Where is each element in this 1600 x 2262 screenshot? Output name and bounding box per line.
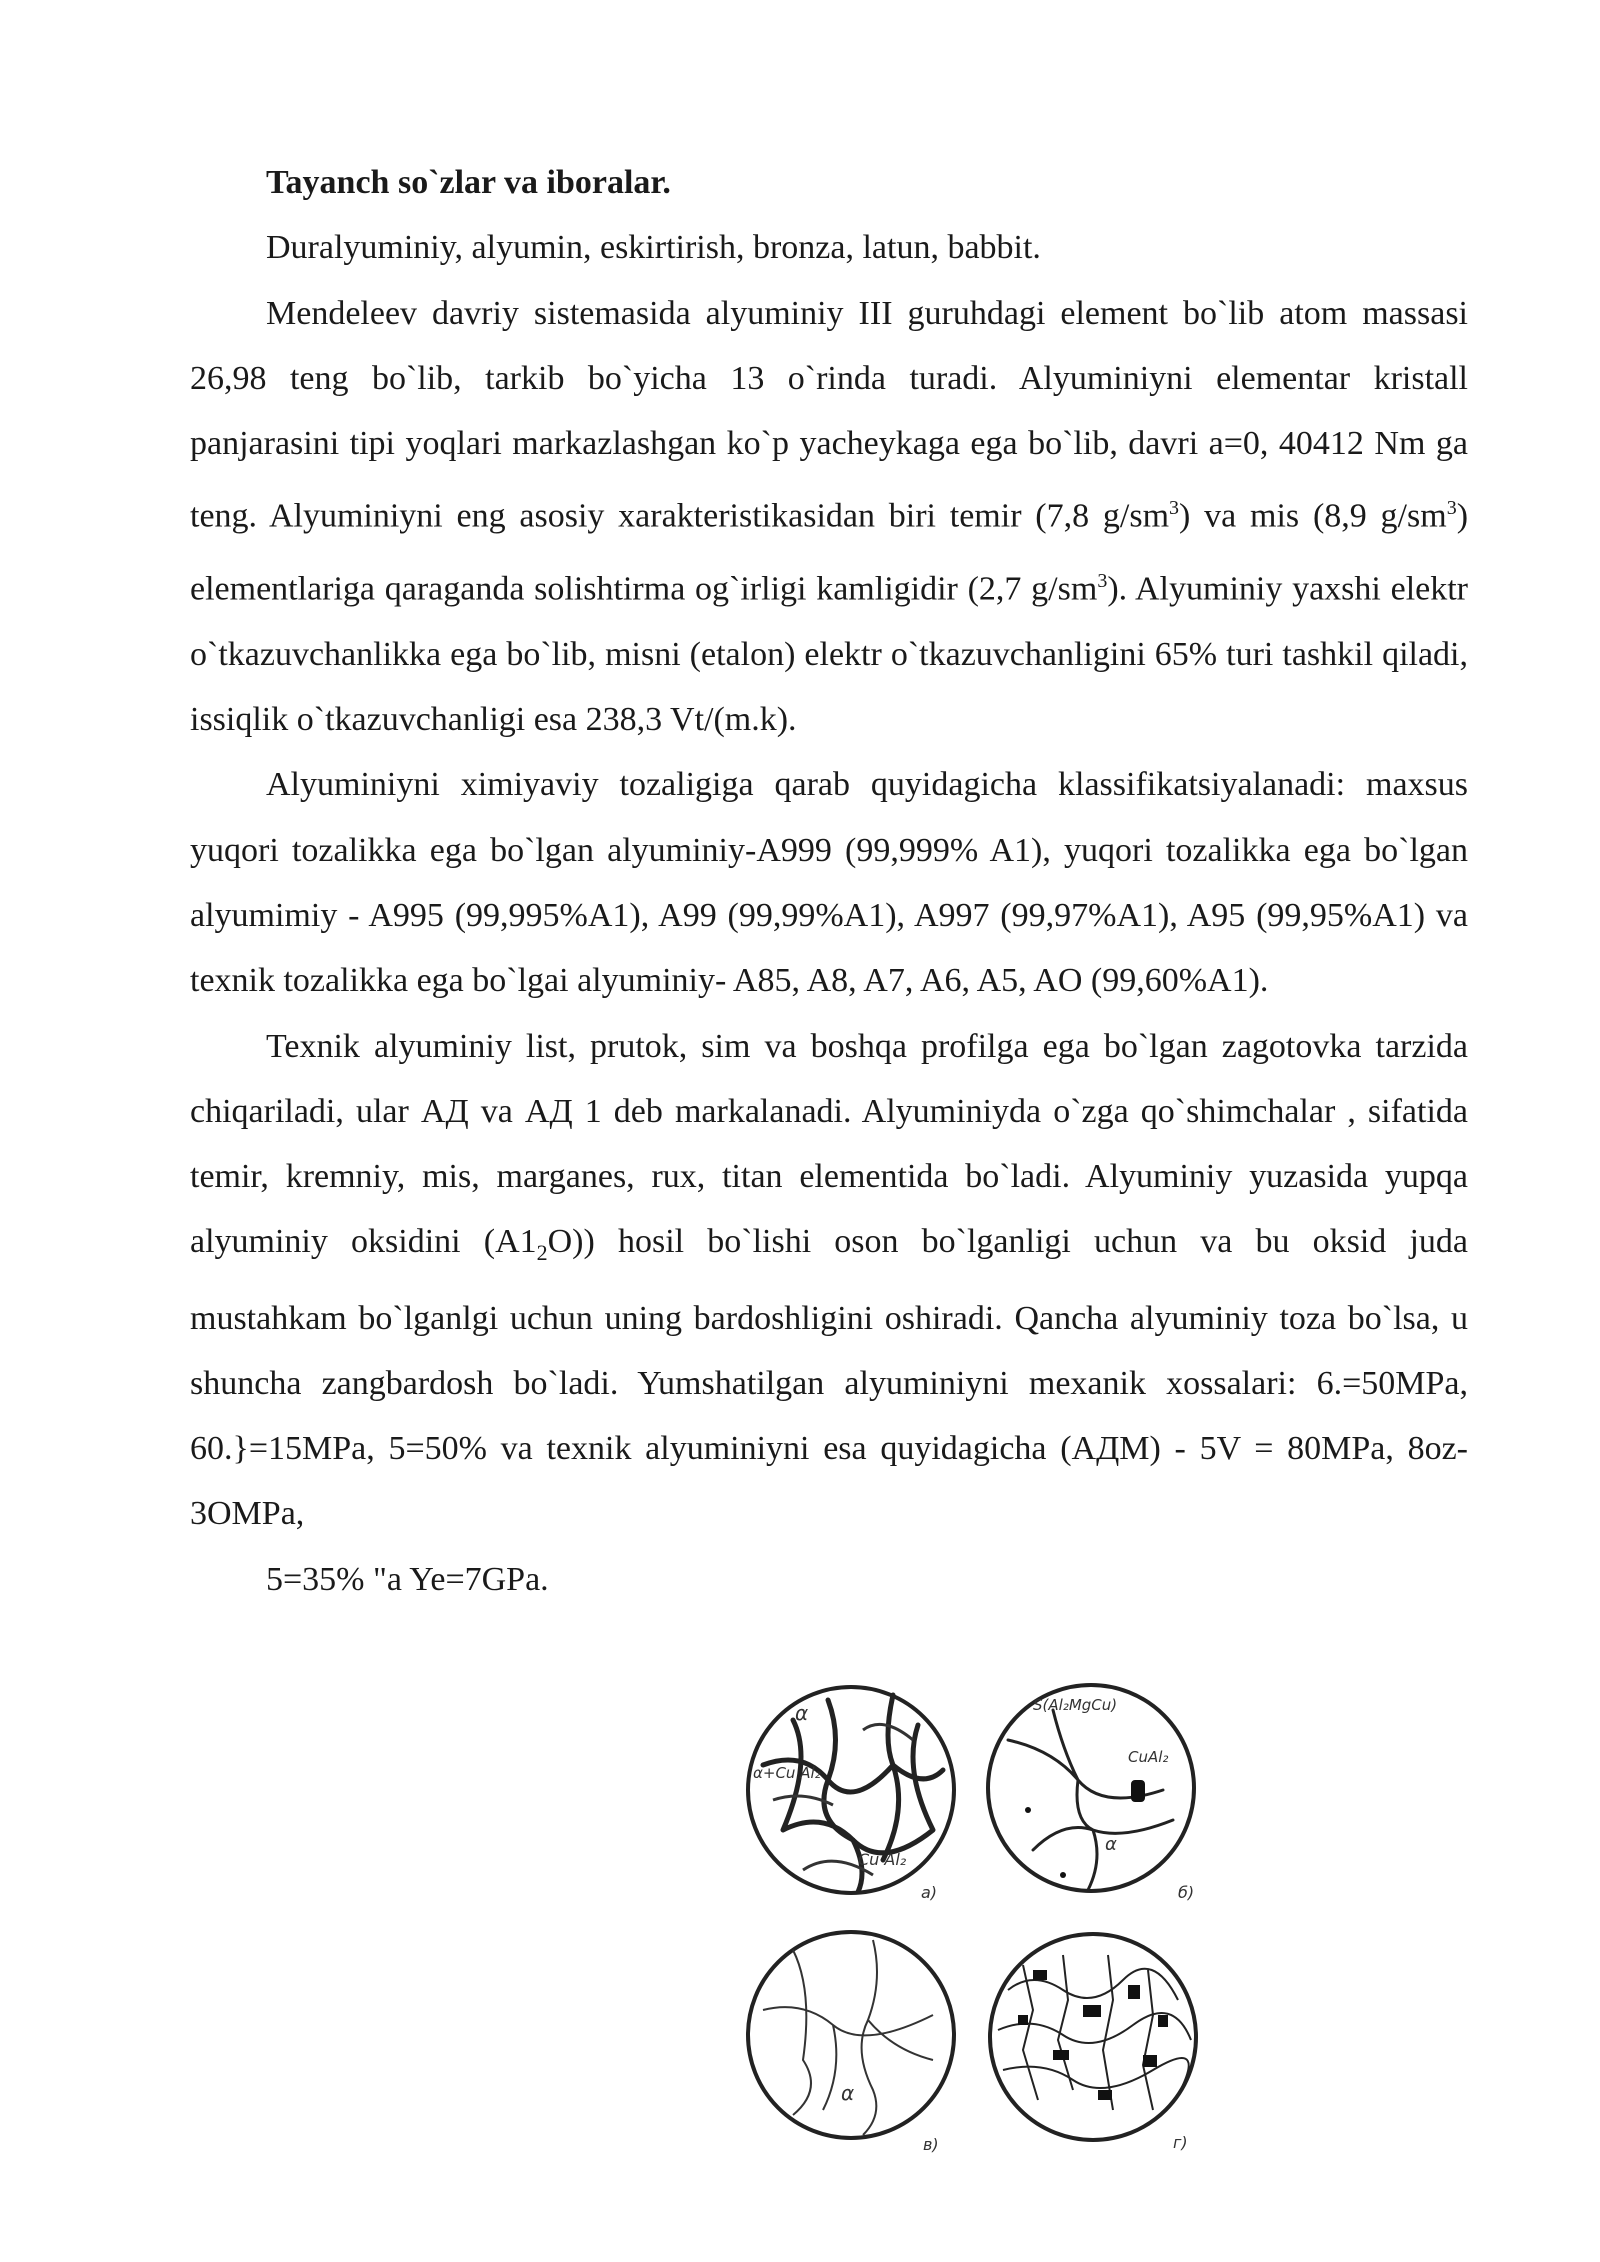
micrograph-panel-a (748, 1687, 954, 1902)
panel-c-letter: в) (923, 2135, 939, 2154)
paragraph-aluminium-properties (190, 281, 1468, 753)
section-heading: Tayanch so`zlar va iboralar. (266, 164, 671, 201)
panel-b-letter: б) (1178, 1883, 1195, 1902)
p1-text-a: Mendeleev davriy sistemasida alyuminiy III guruhdagi element bo`lib atom massasi 26,98 teng bo`lib, tarkib bo`yicha 13 o`rinda turadi. Alyuminiyni elementar kristall panjarasini tipi yoqlari markazlashgan ko`p yacheykaga ega bo`lib, davri a=0, 40412 Nm ga teng. Alyuminiyni eng asosiy xarakteristikasidan biri temir (7,8 g/sm (190, 294, 1468, 535)
p3-sub: 2 (536, 1240, 548, 1266)
panel-a-letter: а) (921, 1883, 938, 1902)
panel-b-label-3: α (1105, 1834, 1117, 1855)
micrograph-panel-b (988, 1685, 1194, 1902)
panel-a-label-2: α+Cu Al₂ (753, 1764, 821, 1782)
keywords-line: Duralyuminiy, alyumin, eskirtirish, bronza, latun, babbit. (266, 229, 1041, 267)
microstructure-figure (733, 1670, 1233, 2170)
text-body (190, 150, 1468, 1612)
p1-text-c: ) elementlariga qaraganda solishtirma og`irligi kamligidir (2,7 g/sm (190, 497, 1469, 608)
micrograph-panel-c (748, 1932, 954, 2154)
panel-b-label-1: S(Al₂MgCu) (1033, 1696, 1118, 1714)
panel-c-label-1: α (841, 2081, 855, 2105)
panel-a-label-1: α (795, 1701, 809, 1725)
p3-text-a: Texnik alyuminiy list, prutok, sim va boshqa profilga ega bo`lgan zagotovka tarzida chiqariladi, ular АД va АД 1 deb markalanadi. Alyuminiyda o`zga qo`shimchalar , sifatida temir, kremniy, mis, marganes, rux, titan elementida bo`ladi. Alyuminiy yuzasida yupqa alyuminiy oksidini (A1 (190, 1027, 1468, 1261)
p1-text-b: ) va mis (8,9 g/sm (1179, 497, 1447, 535)
micrograph-panel-d (990, 1934, 1196, 2152)
paragraph-technical-aluminium (190, 1014, 1468, 1547)
p1-text-d: ). Alyuminiy yaxshi elektr o`tkazuvchanlikka ega bo`lib, misni (etalon) elektr o`tkazuvchanligini 65% turi tashkil qiladi, issiqlik o`tkazuvchanligi esa 238,3 Vt/(m.k). (190, 570, 1469, 739)
panel-d-letter: г) (1173, 2133, 1188, 2152)
paragraph-purity-classification: Alyuminiyni ximiyaviy tozaligiga qarab quyidagicha klassifikatsiyalanadi: maxsus yuqori tozalikka ega bo`lgan alyuminiy-A999 (99,999% A1), yuqori tozalikka ega bo`lgan alyumimiy - A995 (99,995%A1), A99 (99,99%A1), A997 (99,97%A1), A95 (99,95%A1) va texnik tozalikka ega bo`lgai alyuminiy- A85, A8, A7, A6, A5, AO (99,60%A1). (190, 766, 1468, 1000)
p3-text-b: O)) hosil bo`lishi oson bo`lganligi uchun va bu oksid juda mustahkam bo`lganlgi uchun uning bardoshligini oshiradi. Qancha alyuminiy toza bo`lsa, u shuncha zangbardosh bo`ladi. Yumshatilgan alyuminiyni mexanik xossalari: 6.=50MPa, 60.}=15MPa, 5=50% va texnik alyuminiyni esa quyidagicha (АДМ) - 5V = 80MPa, 8oz-3OMPa, (190, 1223, 1468, 1533)
p1-sup-2: 3 (1446, 497, 1457, 520)
p1-sup-3: 3 (1097, 570, 1108, 593)
panel-a-label-3: Cu Al₂ (858, 1850, 907, 1869)
p1-sup-1: 3 (1169, 497, 1180, 520)
panel-b-label-2: CuAl₂ (1128, 1748, 1169, 1766)
paragraph-properties-tail: 5=35% "a Ye=7GPa. (266, 1560, 549, 1598)
